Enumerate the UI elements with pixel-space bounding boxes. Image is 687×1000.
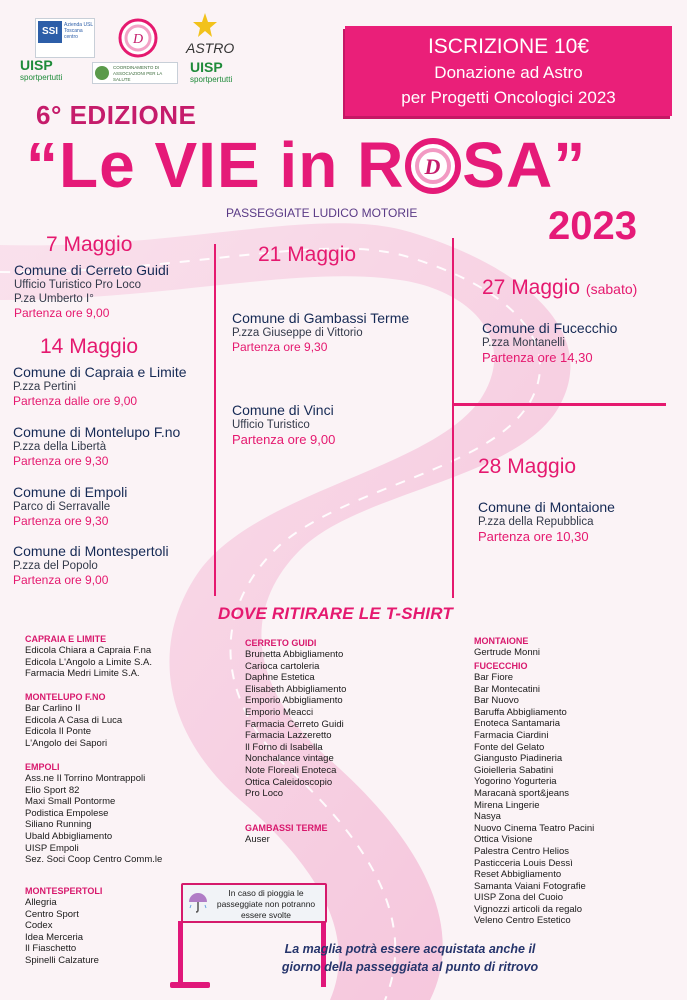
event-comune: Comune di Montaione	[478, 499, 615, 515]
date-14-maggio: 14 Maggio	[40, 335, 139, 358]
shop-group-gambassi	[245, 823, 328, 846]
shop-item: Pasticceria Louis Dessì	[474, 857, 573, 869]
event-comune: Comune di Cerreto Guidi	[14, 262, 169, 278]
date-21-maggio: 21 Maggio	[258, 243, 357, 266]
shop-item: Ubald Abbigliamento	[25, 830, 113, 842]
shop-item: Il Forno di Isabella	[245, 741, 323, 753]
shop-item: Podistica Empolese	[25, 807, 109, 819]
uisp-logo-text-2: UISP	[190, 59, 223, 75]
uisp-logo-right	[190, 60, 260, 85]
shop-item: L'Angolo dei Sapori	[25, 737, 108, 749]
shop-group-heading: MONTAIONE	[474, 636, 529, 646]
shop-item: Edicola Chiara a Capraia F.na	[25, 645, 152, 656]
shop-item: Centro Sport	[25, 908, 79, 920]
footer-note-line1: La maglia potrà essere acquistata anche il	[284, 942, 536, 956]
event-address: Ufficio Turistico	[232, 419, 310, 431]
event-departure: Partenza ore 9,00	[13, 573, 109, 587]
sign-pole-left	[178, 921, 183, 987]
event-comune: Comune di Montespertoli	[13, 543, 169, 559]
shop-item: Edicola Il Ponte	[25, 726, 92, 738]
event-comune: Comune di Vinci	[232, 402, 334, 418]
event-departure: Partenza dalle ore 9,00	[13, 394, 138, 408]
event-capraia	[13, 364, 187, 409]
event-montelupo	[13, 424, 180, 469]
date-27-maggio-note: (sabato)	[585, 281, 638, 297]
shop-item: Samanta Vaiani Fotografie	[474, 880, 586, 892]
shop-item: Maxi Small Pontorme	[25, 796, 116, 808]
shop-item: Yogorino Yogurteria	[474, 776, 557, 788]
registration-banner	[345, 26, 672, 116]
shop-item: Farmacia Cerreto Guidi	[245, 718, 344, 730]
tshirt-section-title: DOVE RITIRARE LE T-SHIRT	[218, 604, 453, 623]
shop-group-montaione	[474, 636, 540, 659]
event-departure: Partenza ore 9,30	[232, 340, 328, 354]
shop-group-empoli	[25, 762, 162, 866]
shop-item: Edicola A Casa di Luca	[25, 714, 123, 726]
shop-group-heading: FUCECCHIO	[474, 661, 528, 671]
date-27-maggio	[482, 276, 637, 300]
main-title-part2: SA”	[462, 129, 587, 201]
event-address: P.zza della Libertà	[13, 441, 107, 453]
year: 2023	[548, 204, 637, 248]
main-title-part1: “Le VIE in R	[26, 129, 405, 201]
shop-item: Emporio Abbigliamento	[245, 695, 343, 707]
rain-sign-line2: passeggiate non potranno	[216, 899, 316, 909]
event-comune: Comune di Fucecchio	[482, 320, 618, 336]
shop-item: Mirena Lingerie	[474, 799, 540, 811]
main-title	[26, 128, 586, 202]
shop-item: Bar Fiore	[474, 672, 514, 683]
rosa-logo-icon	[118, 18, 158, 58]
uisp-logo-left	[20, 58, 90, 83]
shop-group-montespertoli	[25, 886, 102, 967]
shop-item: Ass.ne Il Torrino Montrappoli	[25, 773, 146, 784]
shop-item: Bar Nuovo	[474, 695, 519, 707]
event-comune: Comune di Empoli	[13, 484, 128, 500]
shop-item: Nasya	[474, 811, 501, 823]
rain-sign-line3: essere svolte	[240, 910, 292, 920]
event-comune: Comune di Montelupo F.no	[13, 424, 181, 440]
shop-group-heading: GAMBASSI TERME	[245, 823, 328, 833]
star-icon	[192, 12, 218, 38]
shop-item: Veleno Centro Estetico	[474, 915, 571, 927]
shop-item: UISP Empoli	[25, 842, 79, 854]
svg-text:D: D	[132, 32, 144, 47]
sign-base-left	[170, 982, 210, 988]
donation-line: Donazione ad Astro	[434, 63, 583, 82]
shop-item: Vignozzi articoli da regalo	[474, 903, 583, 915]
shop-item: Giangusto Piadineria	[474, 753, 563, 765]
shop-item: Bar Carlino II	[25, 703, 81, 714]
event-fucecchio	[482, 320, 617, 365]
event-comune: Comune di Capraia e Limite	[13, 364, 187, 380]
event-departure: Partenza ore 10,30	[478, 529, 589, 544]
event-departure: Partenza ore 9,30	[13, 514, 109, 528]
coordination-logo-text: COORDINAMENTO DI ASSOCIAZIONI PER LA SALUTE	[113, 65, 163, 82]
shop-group-montelupo	[25, 692, 122, 749]
shop-item: Enoteca Santamaria	[474, 718, 561, 730]
shop-group-heading: EMPOLI	[25, 762, 60, 772]
shop-item: Elio Sport 82	[25, 784, 80, 796]
column-divider-1	[214, 244, 216, 596]
shop-item: Daphne Estetica	[245, 672, 315, 684]
edition-label: 6° EDIZIONE	[36, 100, 197, 130]
subtitle: PASSEGGIATE LUDICO MOTORIE	[226, 206, 418, 220]
event-departure: Partenza ore 14,30	[482, 350, 593, 365]
uisp-logo-subtext: sportpertutti	[20, 73, 63, 82]
date-7-maggio: 7 Maggio	[46, 233, 133, 256]
event-comune: Comune di Gambassi Terme	[232, 310, 410, 326]
registration-fee: ISCRIZIONE 10€	[427, 35, 590, 58]
event-address: P.zza del Popolo	[13, 560, 98, 572]
ssi-logo-text: SSI	[38, 21, 62, 43]
event-gambassi	[232, 310, 409, 355]
shop-group-capraia	[25, 634, 152, 680]
shop-item: Pro Loco	[245, 788, 284, 800]
date-27-maggio-label: 27 Maggio	[482, 276, 581, 299]
shop-item: Spinelli Calzature	[25, 954, 99, 966]
shop-item: Elisabeth Abbigliamento	[245, 683, 347, 695]
event-departure: Partenza ore 9,00	[232, 432, 336, 447]
shop-item: Farmacia Lazzeretto	[245, 730, 332, 742]
shop-item: Carioca cartoleria	[245, 660, 320, 672]
ssi-logo	[35, 18, 95, 58]
event-address: P.zza Montanelli	[482, 337, 565, 349]
event-departure: Partenza ore 9,00	[14, 306, 110, 320]
umbrella-icon	[187, 891, 209, 913]
shop-item: Note Floreali Enoteca	[245, 764, 337, 776]
shop-item: Siliano Running	[25, 819, 92, 831]
shop-item: Il Fiaschetto	[25, 943, 77, 955]
shop-item: Gioielleria Sabatini	[474, 764, 554, 776]
shop-item: Bar Montecatini	[474, 683, 541, 695]
uisp-logo-text: UISP	[20, 57, 53, 73]
shop-item: Fonte del Gelato	[474, 741, 545, 753]
shop-item: Baruffa Abbigliamento	[474, 706, 567, 718]
shop-item: Edicola L'Angolo a Limite S.A.	[25, 656, 152, 668]
event-address: Ufficio Turistico Pro Loco	[14, 279, 141, 291]
svg-text:D: D	[424, 154, 442, 179]
shop-item: Sez. Soci Coop Centro Comm.le	[25, 854, 163, 866]
event-address: P.zza della Repubblica	[478, 516, 594, 528]
shop-item: UISP Zona del Cuoio	[474, 892, 564, 904]
rain-sign	[181, 883, 327, 923]
uisp-logo-subtext-2: sportpertutti	[190, 75, 233, 84]
shop-item: Auser	[245, 834, 270, 845]
shop-item: Maracanà sport&jeans	[474, 787, 570, 799]
coordination-logo-icon	[95, 66, 109, 80]
shop-item: Gertrude Monni	[474, 647, 541, 658]
shop-item: Ottica Visione	[474, 834, 533, 846]
shop-group-heading: MONTELUPO F.NO	[25, 692, 106, 702]
column-divider-2	[452, 238, 454, 598]
shop-group-fucecchio	[474, 661, 594, 927]
ssi-logo-subtext: Azienda USL Toscana centro	[64, 22, 93, 40]
shop-group-heading: MONTESPERTOLI	[25, 886, 103, 896]
shop-item: Palestra Centro Helios	[474, 845, 570, 857]
row-divider	[452, 403, 666, 406]
shop-item: Emporio Meacci	[245, 706, 314, 718]
event-departure: Partenza ore 9,30	[13, 454, 109, 468]
astro-logo-text: ASTRO	[186, 40, 235, 56]
event-montespertoli	[13, 543, 169, 588]
shop-item: Farmacia Ciardini	[474, 729, 549, 741]
shop-item: Allegria	[25, 897, 57, 908]
rain-sign-line1: In caso di pioggia le	[228, 888, 304, 898]
coordination-logo	[92, 62, 178, 84]
shop-item: Nuovo Cinema Teatro Pacini	[474, 822, 595, 834]
event-address-2: P.za Umberto I°	[14, 293, 94, 305]
event-empoli	[13, 484, 127, 529]
shop-group-heading: CAPRAIA E LIMITE	[25, 634, 107, 644]
shop-item: Codex	[25, 920, 53, 932]
shop-item: Brunetta Abbigliamento	[245, 649, 344, 660]
event-vinci	[232, 402, 335, 447]
donation-purpose: per Progetti Oncologici 2023	[401, 88, 616, 107]
event-address: P.zza Giuseppe di Vittorio	[232, 327, 363, 339]
footer-note-line2: giorno della passeggiata al punto di ritrovo	[281, 960, 539, 974]
shop-item: Nonchalance vintage	[245, 753, 334, 765]
date-28-maggio: 28 Maggio	[478, 455, 577, 478]
shop-item: Idea Merceria	[25, 931, 84, 943]
event-address: Parco di Serravalle	[13, 501, 111, 513]
event-montaione	[478, 499, 615, 544]
rosa-o-icon	[404, 137, 462, 193]
event-address: P.zza Pertini	[13, 381, 77, 393]
shop-item: Ottica Caleidoscopio	[245, 776, 333, 788]
shop-group-cerreto	[245, 638, 346, 800]
shop-group-heading: CERRETO GUIDI	[245, 638, 317, 648]
shop-item: Farmacia Medri Limite S.A.	[25, 668, 140, 680]
shop-item: Reset Abbigliamento	[474, 869, 562, 881]
footer-note	[210, 940, 610, 976]
event-cerreto-guidi	[14, 262, 169, 321]
